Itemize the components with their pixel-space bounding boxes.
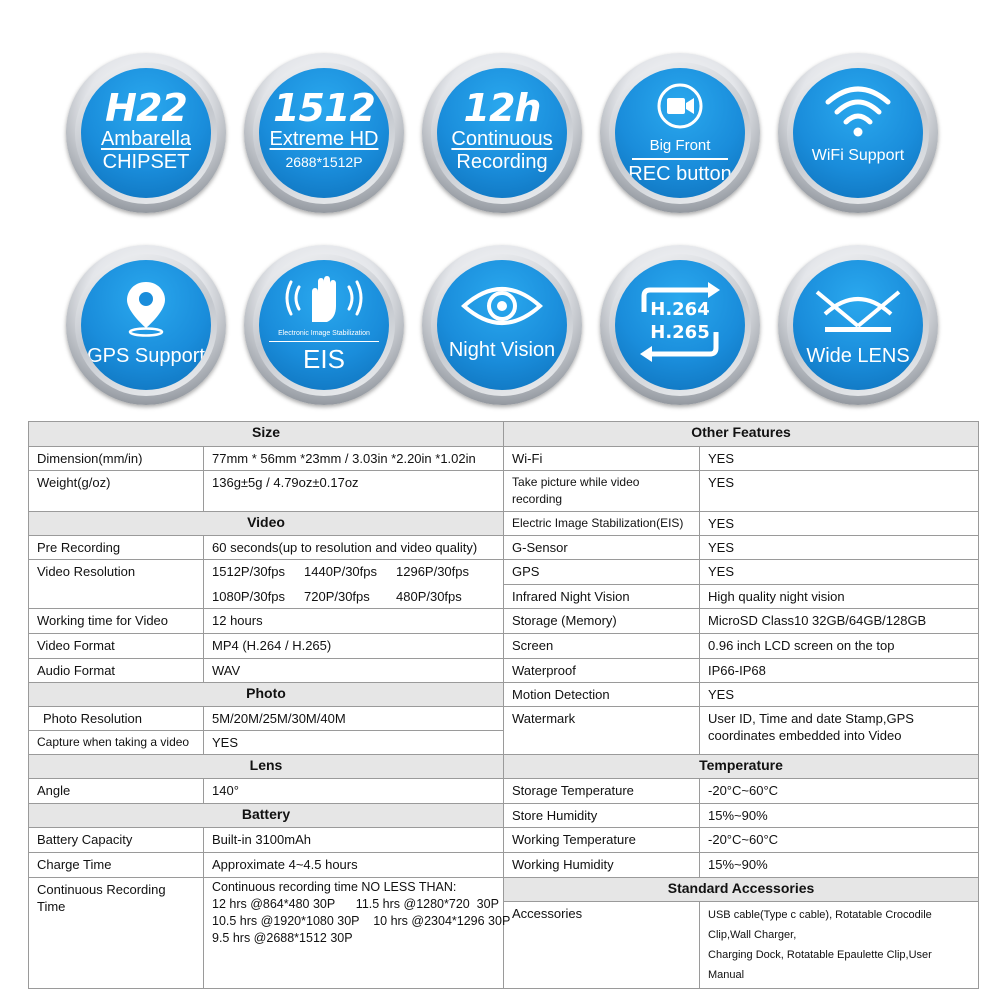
photo-resolution-value: 5M/20M/25M/30M/40M: [204, 707, 504, 731]
gps-value: YES: [700, 560, 979, 585]
badge-rec-line2: Recording: [456, 151, 548, 173]
badge-wide-lens: [778, 245, 938, 405]
badge-night-label: Night Vision: [448, 339, 556, 361]
infrared-value: High quality night vision: [700, 584, 979, 609]
accessories-label: Accessories: [504, 902, 700, 989]
badge-eis-sublabel: Electronic Image Stabilization: [278, 330, 370, 337]
vres-item: 720P/30fps: [304, 589, 370, 604]
badge-res-title: 1512: [273, 86, 375, 130]
badge-btn-line2: REC button: [628, 163, 732, 185]
dimension-value: 77mm * 56mm *23mm / 3.03in *2.20in *1.02in: [204, 447, 504, 471]
watermark-line: User ID, Time and date Stamp,GPS: [708, 711, 914, 726]
capture-label: Capture when taking a video: [29, 731, 204, 755]
charge-time-value: Approximate 4~4.5 hours: [204, 853, 504, 878]
accessories-line: Charging Dock, Rotatable Epaulette Clip,User Manual: [708, 949, 932, 981]
vres-item: 1440P/30fps: [304, 564, 378, 579]
take-picture-label: Take picture while video recording: [504, 471, 700, 512]
badge-extreme-hd: [244, 53, 404, 213]
badge-rec-button: [600, 53, 760, 213]
wifi-label: Wi-Fi: [504, 447, 700, 471]
battery-capacity-label: Battery Capacity: [29, 828, 204, 853]
store-humidity-label: Store Humidity: [504, 804, 700, 828]
angle-value: 140°: [204, 779, 504, 804]
pre-recording-value: 60 seconds(up to resolution and video quality): [204, 536, 504, 560]
watermark-label: Watermark: [504, 707, 700, 755]
storage-temp-label: Storage Temperature: [504, 779, 700, 804]
charge-time-label: Charge Time: [29, 853, 204, 878]
working-temp-label: Working Temperature: [504, 828, 700, 853]
badge-wifi: [778, 53, 938, 213]
weight-value: 136g±5g / 4.79oz±0.17oz: [204, 471, 504, 512]
working-humidity-label: Working Humidity: [504, 853, 700, 878]
badge-eis-label: EIS: [303, 344, 345, 374]
working-time-label: Working time for Video: [29, 609, 204, 634]
badge-h22-line1: Ambarella: [100, 128, 192, 150]
camera-icon: [650, 82, 710, 130]
vres-item: 1080P/30fps: [212, 589, 286, 604]
spec-table: [28, 421, 979, 989]
temperature-header: Temperature: [504, 755, 979, 779]
audio-format-label: Audio Format: [29, 659, 204, 683]
badge-night-vision: [422, 245, 582, 405]
video-resolution-value: [204, 560, 504, 609]
badge-res-line2: 2688*1512P: [285, 154, 363, 170]
video-format-label: Video Format: [29, 634, 204, 659]
codec-h265-text: H.265: [650, 322, 710, 343]
accessories-value: [700, 902, 979, 989]
dimension-label: Dimension(mm/in): [29, 447, 204, 471]
badge-codec: [600, 245, 760, 405]
badge-wide-label: Wide LENS: [806, 345, 910, 367]
hand-icon: [279, 272, 369, 324]
wide-angle-icon: [813, 286, 903, 338]
photo-header: Photo: [29, 683, 504, 707]
take-picture-value: YES: [700, 471, 979, 512]
badge-h22-line2: CHIPSET: [102, 151, 190, 173]
working-humidity-value: 15%~90%: [700, 853, 979, 878]
badge-rec-line1: Continuous: [451, 128, 553, 150]
location-pin-icon: [121, 278, 171, 338]
storage-label: Storage (Memory): [504, 609, 700, 634]
eis-value: YES: [700, 512, 979, 536]
photo-resolution-label: Photo Resolution: [29, 707, 204, 731]
waterproof-label: Waterproof: [504, 659, 700, 683]
angle-label: Angle: [29, 779, 204, 804]
badge-rec-title: 12h: [463, 86, 541, 130]
video-format-value: MP4 (H.264 / H.265): [204, 634, 504, 659]
standard-accessories-header: Standard Accessories: [504, 878, 979, 902]
capture-value: YES: [204, 731, 504, 755]
weight-label: Weight(g/oz): [29, 471, 204, 512]
watermark-line: coordinates embedded into Video: [708, 728, 902, 743]
gsensor-value: YES: [700, 536, 979, 560]
badge-h22-chipset: [66, 53, 226, 213]
video-resolution-label: Video Resolution: [29, 560, 204, 609]
vres-item: 480P/30fps: [396, 589, 462, 604]
continuous-recording-value: [204, 878, 511, 989]
size-header: Size: [29, 422, 504, 447]
badge-btn-line1: Big Front: [649, 137, 711, 154]
gsensor-label: G-Sensor: [504, 536, 700, 560]
video-header: Video: [29, 512, 504, 536]
audio-format-value: WAV: [204, 659, 504, 683]
badge-h22-title: H22: [105, 86, 187, 130]
badge-gps: [66, 245, 226, 405]
vres-item: 1512P/30fps: [212, 564, 286, 579]
wifi-value: YES: [700, 447, 979, 471]
working-time-value: 12 hours: [204, 609, 504, 634]
lens-header: Lens: [29, 755, 504, 779]
badge-continuous-recording: [422, 53, 582, 213]
gps-label: GPS: [504, 560, 700, 585]
screen-value: 0.96 inch LCD screen on the top: [700, 634, 979, 659]
accessories-line: USB cable(Type c cable), Rotatable Crocodile Clip,Wall Charger,: [708, 909, 932, 941]
screen-label: Screen: [504, 634, 700, 659]
storage-value: MicroSD Class10 32GB/64GB/128GB: [700, 609, 979, 634]
storage-temp-value: -20°C~60°C: [700, 779, 979, 804]
motion-value: YES: [700, 683, 979, 707]
pre-recording-label: Pre Recording: [29, 536, 204, 560]
battery-header: Battery: [29, 804, 504, 828]
badge-wifi-label: WiFi Support: [811, 147, 905, 164]
infrared-label: Infrared Night Vision: [504, 584, 700, 609]
crt-line: 12 hrs @864*480 30P 11.5 hrs @1280*720 30P: [212, 897, 499, 911]
working-temp-value: -20°C~60°C: [700, 828, 979, 853]
other-features-header: Other Features: [504, 422, 979, 447]
crt-line: 10.5 hrs @1920*1080 30P 10 hrs @2304*1296 30P: [212, 914, 511, 928]
swap-arrows-icon: [630, 282, 730, 362]
crt-line: 9.5 hrs @2688*1512 30P: [212, 931, 353, 945]
continuous-recording-label: Continuous Recording Time: [29, 878, 204, 989]
badge-eis: [244, 245, 404, 405]
vres-item: 1296P/30fps: [396, 564, 470, 579]
eis-label: Electric Image Stabilization(EIS): [504, 512, 700, 536]
battery-capacity-value: Built-in 3100mAh: [204, 828, 504, 853]
store-humidity-value: 15%~90%: [700, 804, 979, 828]
badge-gps-label: GPS Support: [87, 345, 205, 367]
crt-line: Continuous recording time NO LESS THAN:: [212, 880, 457, 894]
watermark-value: [700, 707, 979, 755]
wifi-icon: [823, 82, 893, 138]
badge-res-line1: Extreme HD: [269, 128, 379, 150]
eye-icon: [460, 280, 544, 332]
motion-label: Motion Detection: [504, 683, 700, 707]
codec-h264-text: H.264: [650, 299, 710, 320]
waterproof-value: IP66-IP68: [700, 659, 979, 683]
